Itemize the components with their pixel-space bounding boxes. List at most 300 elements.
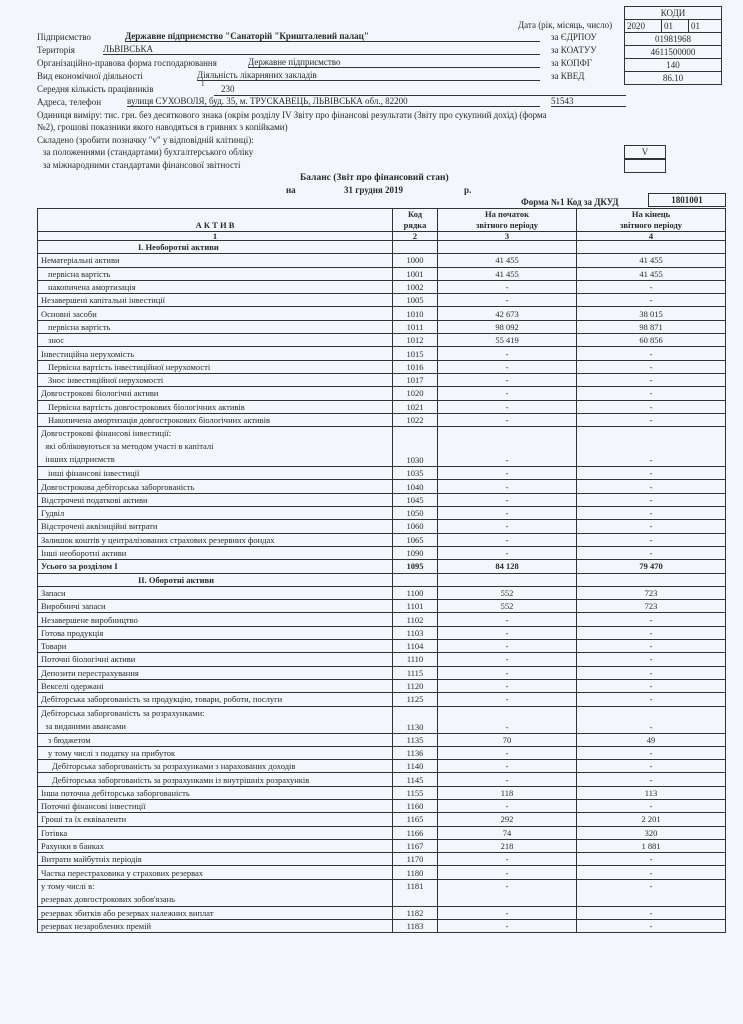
row-label: Незавершені капітальні інвестиції: [38, 294, 393, 307]
table-row: [38, 493, 726, 506]
row-code: 1011: [393, 320, 438, 333]
row-end-value: 723: [577, 600, 726, 613]
row-label: Інша поточна дебіторська заборгованість: [38, 786, 393, 799]
table-row: [38, 799, 726, 812]
table-row: [38, 360, 726, 373]
row-start-value: 42 673: [438, 307, 577, 320]
table-row: [38, 879, 726, 906]
row-start-value: -: [438, 413, 577, 426]
table-row: [38, 294, 726, 307]
table-row: [38, 507, 726, 520]
table-row: [38, 679, 726, 692]
row-start-value: -: [438, 493, 577, 506]
row-code: 1145: [393, 773, 438, 786]
row-label: I. Необоротні активи: [38, 241, 393, 254]
row-end-value: -: [577, 480, 726, 493]
row-start-value: -: [438, 294, 577, 307]
row-end-value: -: [577, 746, 726, 759]
row-start-value: -: [438, 799, 577, 812]
row-label-line: інших підприємств: [41, 454, 115, 465]
row-label: з бюджетом: [38, 733, 393, 746]
date-year: 2020: [625, 20, 662, 32]
employees-marker: 1: [201, 80, 205, 88]
row-code: 1065: [393, 533, 438, 546]
col-num-4: 4: [577, 232, 726, 241]
row-label: Інвестиційна нерухомість: [38, 347, 393, 360]
row-code: 1182: [393, 906, 438, 919]
row-end-value: 1 881: [577, 839, 726, 852]
activity-value: Діяльність лікарняних закладів: [197, 70, 540, 81]
territory-value: ЛЬВІВСЬКА: [103, 44, 540, 55]
row-code: 1103: [393, 626, 438, 639]
row-label: Готова продукція: [38, 626, 393, 639]
row-end-value: -: [577, 360, 726, 373]
enterprise-label: Підприємство: [37, 32, 91, 42]
table-row: [38, 533, 726, 546]
row-code: 1165: [393, 813, 438, 826]
row-code: 1035: [393, 467, 438, 480]
kopfg-label: за КОПФГ: [551, 58, 592, 68]
row-label: Залишок коштів у централізованих страхових резервних фондах: [38, 533, 393, 546]
table-row: [38, 760, 726, 773]
row-end-value: -: [577, 706, 726, 733]
code-edrpou: 01981968: [625, 33, 721, 46]
table-row: [38, 853, 726, 866]
row-end-value: -: [577, 906, 726, 919]
row-code: 1110: [393, 653, 438, 666]
row-label: Інші необоротні активи: [38, 546, 393, 559]
address-label: Адреса, телефон: [37, 97, 102, 107]
row-label: у тому числі з податку на прибуток: [38, 746, 393, 759]
table-row: [38, 706, 726, 733]
unit-note-line2: №2), грошові показники якого наводяться в гривнях з копійками): [37, 122, 288, 132]
row-code: 1100: [393, 586, 438, 599]
date-month: 01: [662, 20, 689, 32]
row-label: Запаси: [38, 586, 393, 599]
row-start-value: -: [438, 920, 577, 933]
row-code: 1115: [393, 666, 438, 679]
row-code: 1120: [393, 679, 438, 692]
row-end-value: -: [577, 626, 726, 639]
row-start-value: -: [438, 520, 577, 533]
code-kopfg: 140: [625, 59, 721, 72]
row-end-value: 320: [577, 826, 726, 839]
table-row: [38, 866, 726, 879]
row-end-value: 113: [577, 786, 726, 799]
row-end-value: -: [577, 507, 726, 520]
row-start-value: -: [438, 387, 577, 400]
row-start-value: -: [438, 879, 577, 906]
col-header-code: Код рядка: [393, 209, 438, 232]
row-label: Нематеріальні активи: [38, 254, 393, 267]
row-code: 1005: [393, 294, 438, 307]
row-start-value: -: [438, 480, 577, 493]
row-end-value: 41 455: [577, 267, 726, 280]
row-end-value: -: [577, 666, 726, 679]
row-code: 1183: [393, 920, 438, 933]
row-label: [38, 427, 393, 467]
row-label: Довгострокові біологічні активи: [38, 387, 393, 400]
row-label-line: у тому числі в:: [41, 880, 95, 891]
row-start-value: 84 128: [438, 560, 577, 573]
row-label-line: Довгострокові фінансові інвестиції:: [41, 428, 172, 439]
row-end-value: -: [577, 546, 726, 559]
row-start-value: -: [438, 760, 577, 773]
row-start-value: -: [438, 347, 577, 360]
row-code: 1155: [393, 786, 438, 799]
row-code: 1000: [393, 254, 438, 267]
table-row: [38, 307, 726, 320]
row-start-value: 41 455: [438, 267, 577, 280]
report-year-suffix: р.: [464, 185, 472, 195]
row-label: Відстрочені податкові активи: [38, 493, 393, 506]
col-header-start: На початок звітного періоду: [438, 209, 577, 232]
row-start-value: 552: [438, 586, 577, 599]
row-start-value: 292: [438, 813, 577, 826]
row-label: Основні засоби: [38, 307, 393, 320]
code-kved: 86.10: [662, 73, 684, 83]
row-start-value: -: [438, 666, 577, 679]
row-label-line: які обліковуються за методом участі в капіталі: [41, 441, 214, 452]
col-num-2: 2: [393, 232, 438, 241]
table-row: [38, 320, 726, 333]
row-code: 1045: [393, 493, 438, 506]
row-label: накопичена амортизація: [38, 280, 393, 293]
legal-form-value: Державне підприємство: [248, 57, 540, 68]
table-row: [38, 520, 726, 533]
row-code: 1130: [393, 706, 438, 733]
table-row: [38, 586, 726, 599]
row-end-value: [577, 241, 726, 254]
form-code: 1801001: [648, 193, 726, 207]
table-row: [38, 826, 726, 839]
row-start-value: 552: [438, 600, 577, 613]
table-row: [38, 387, 726, 400]
row-label-line: Дебіторська заборгованість за розрахунками:: [41, 707, 205, 718]
row-start-value: 70: [438, 733, 577, 746]
row-label: Депозити перестрахування: [38, 666, 393, 679]
row-code: 1010: [393, 307, 438, 320]
row-start-value: -: [438, 373, 577, 386]
row-label: Гудвіл: [38, 507, 393, 520]
row-end-value: -: [577, 679, 726, 692]
table-row: [38, 693, 726, 706]
table-row: [38, 920, 726, 933]
row-start-value: 98 092: [438, 320, 577, 333]
row-end-value: -: [577, 520, 726, 533]
row-end-value: -: [577, 760, 726, 773]
row-code: 1021: [393, 400, 438, 413]
row-end-value: -: [577, 920, 726, 933]
row-start-value: 118: [438, 786, 577, 799]
row-start-value: -: [438, 280, 577, 293]
row-code: 1166: [393, 826, 438, 839]
row-end-value: 38 015: [577, 307, 726, 320]
table-row: [38, 267, 726, 280]
row-start-value: 55 419: [438, 334, 577, 347]
row-label: Рахунки в банках: [38, 839, 393, 852]
row-label: [38, 879, 393, 906]
row-start-value: -: [438, 853, 577, 866]
row-label: резервах збитків або резервах належних виплат: [38, 906, 393, 919]
table-row: [38, 280, 726, 293]
row-end-value: -: [577, 400, 726, 413]
row-code: 1140: [393, 760, 438, 773]
codes-box: [624, 6, 722, 85]
row-end-value: -: [577, 866, 726, 879]
row-start-value: -: [438, 400, 577, 413]
row-start-value: -: [438, 467, 577, 480]
row-code: 1001: [393, 267, 438, 280]
row-start-value: [438, 573, 577, 586]
kved-label: за КВЕД: [551, 71, 585, 81]
row-code: 1050: [393, 507, 438, 520]
row-code: 1020: [393, 387, 438, 400]
row-label: первісна вартість: [38, 267, 393, 280]
row-end-value: 60 856: [577, 334, 726, 347]
row-end-value: -: [577, 493, 726, 506]
row-label: Поточні фінансові інвестиції: [38, 799, 393, 812]
table-row: [38, 839, 726, 852]
report-on-label: на: [286, 185, 296, 195]
row-start-value: 41 455: [438, 254, 577, 267]
row-code: 1102: [393, 613, 438, 626]
date-label: Дата (рік, місяць, число): [518, 20, 613, 30]
row-code: [393, 241, 438, 254]
enterprise-value: Державне підприємство "Санаторій "Кришталевий палац": [125, 31, 540, 42]
row-end-value: -: [577, 533, 726, 546]
row-code: 1016: [393, 360, 438, 373]
row-end-value: -: [577, 347, 726, 360]
address-value: вулиця СУХОВОЛЯ, буд. 35, м. ТРУСКАВЕЦЬ, ЛЬВІВСЬКА обл., 82200: [127, 96, 540, 107]
table-row: [38, 467, 726, 480]
row-code: 1040: [393, 480, 438, 493]
row-label: Гроші та їх еквіваленти: [38, 813, 393, 826]
table-row: [38, 546, 726, 559]
row-start-value: -: [438, 906, 577, 919]
table-row: [38, 400, 726, 413]
row-code: 1135: [393, 733, 438, 746]
employees-label: Середня кількість працівників: [37, 84, 154, 94]
row-code: 1180: [393, 866, 438, 879]
row-label: Усього за розділом I: [38, 560, 393, 573]
row-start-value: -: [438, 653, 577, 666]
row-label: Відстрочені аквізиційні витрати: [38, 520, 393, 533]
balance-table: [37, 208, 726, 933]
table-row: [38, 666, 726, 679]
codes-title: КОДИ: [625, 7, 721, 20]
row-code: 1104: [393, 640, 438, 653]
row-label-line: резервах довгострокових зобов'язань: [41, 893, 175, 904]
row-label: Поточні біологічні активи: [38, 653, 393, 666]
row-code: 1015: [393, 347, 438, 360]
table-row: [38, 626, 726, 639]
col-header-end: На кінець звітного періоду: [577, 209, 726, 232]
unit-note-line1: Одиниця виміру: тис. грн. без десяткового знака (окрім розділу IV Звіту про фінансові результати (Звіту про сукупний дохід) (форма: [37, 110, 547, 120]
table-header-row: [38, 209, 726, 232]
activity-label: Вид економічної діяльності: [37, 71, 143, 81]
col-num-3: 3: [438, 232, 577, 241]
row-code: 1012: [393, 334, 438, 347]
row-code: 1181: [393, 879, 438, 906]
section-row: [38, 241, 726, 254]
report-title: Баланс (Звіт про фінансовий стан): [300, 173, 449, 183]
table-row: [38, 427, 726, 467]
row-label: Знос інвестиційної нерухомості: [38, 373, 393, 386]
row-label: знос: [38, 334, 393, 347]
row-end-value: [577, 573, 726, 586]
row-end-value: -: [577, 693, 726, 706]
row-start-value: -: [438, 679, 577, 692]
territory-label: Територія: [37, 45, 75, 55]
row-label: Первісна вартість довгострокових біологічних активів: [38, 400, 393, 413]
row-label-line: за виданими авансами: [41, 720, 126, 731]
row-end-value: 41 455: [577, 254, 726, 267]
row-end-value: -: [577, 773, 726, 786]
row-label: інші фінансові інвестиції: [38, 467, 393, 480]
row-start-value: -: [438, 626, 577, 639]
row-end-value: -: [577, 879, 726, 906]
table-row: [38, 613, 726, 626]
row-code: 1125: [393, 693, 438, 706]
row-start-value: -: [438, 866, 577, 879]
row-start-value: -: [438, 693, 577, 706]
report-date: 31 грудня 2019: [344, 185, 404, 195]
row-label: Виробничі запаси: [38, 600, 393, 613]
row-label: II. Оборотні активи: [38, 573, 393, 586]
row-start-value: -: [438, 613, 577, 626]
row-start-value: 74: [438, 826, 577, 839]
employees-value: 230: [221, 84, 235, 94]
row-end-value: -: [577, 613, 726, 626]
row-start-value: -: [438, 546, 577, 559]
table-row: [38, 653, 726, 666]
table-row: [38, 480, 726, 493]
row-end-value: -: [577, 640, 726, 653]
row-label: Товари: [38, 640, 393, 653]
row-end-value: -: [577, 413, 726, 426]
option-national-checkbox[interactable]: V: [624, 145, 666, 159]
table-row: [38, 813, 726, 826]
row-end-value: 98 871: [577, 320, 726, 333]
row-label: Накопичена амортизація довгострокових біологічних активів: [38, 413, 393, 426]
row-code: 1095: [393, 560, 438, 573]
edrpou-label: за ЄДРПОУ: [551, 32, 597, 42]
row-start-value: -: [438, 746, 577, 759]
total-row: [38, 560, 726, 573]
row-end-value: 79 470: [577, 560, 726, 573]
table-row: [38, 733, 726, 746]
col-header-assets: А К Т И В: [38, 209, 393, 232]
row-label: Довгострокова дебіторська заборгованість: [38, 480, 393, 493]
row-end-value: 723: [577, 586, 726, 599]
row-label: Векселі одержані: [38, 679, 393, 692]
row-code: 1160: [393, 799, 438, 812]
table-row: [38, 373, 726, 386]
form-label: Форма №1 Код за ДКУД: [521, 197, 619, 207]
table-row: [38, 413, 726, 426]
date-day: 01: [691, 21, 700, 31]
row-end-value: -: [577, 467, 726, 480]
row-end-value: -: [577, 853, 726, 866]
option-ifrs-checkbox[interactable]: [624, 159, 666, 173]
row-label: Дебіторська заборгованість за продукцію, товари, роботи, послуги: [38, 693, 393, 706]
date-codes: [625, 20, 721, 33]
phone-value: 51543: [551, 96, 626, 107]
row-end-value: -: [577, 387, 726, 400]
option-ifrs-label: за міжнародними стандартами фінансової звітності: [43, 160, 241, 170]
row-code: 1017: [393, 373, 438, 386]
row-label: резервах незароблених премій: [38, 920, 393, 933]
row-code: 1167: [393, 839, 438, 852]
row-end-value: -: [577, 373, 726, 386]
row-label: первісна вартість: [38, 320, 393, 333]
row-code: [393, 573, 438, 586]
table-row: [38, 640, 726, 653]
table-row: [38, 746, 726, 759]
row-start-value: -: [438, 773, 577, 786]
row-end-value: -: [577, 799, 726, 812]
row-code: 1170: [393, 853, 438, 866]
table-colnum-row: [38, 232, 726, 241]
code-koatuu: 4611500000: [625, 46, 721, 59]
row-label: Готівка: [38, 826, 393, 839]
row-code: 1101: [393, 600, 438, 613]
row-code: 1090: [393, 546, 438, 559]
table-row: [38, 906, 726, 919]
row-start-value: -: [438, 507, 577, 520]
row-start-value: -: [438, 427, 577, 467]
row-start-value: -: [438, 360, 577, 373]
row-end-value: 2 201: [577, 813, 726, 826]
row-start-value: -: [438, 533, 577, 546]
row-label: Витрати майбутніх періодів: [38, 853, 393, 866]
table-row: [38, 347, 726, 360]
col-num-1: 1: [38, 232, 393, 241]
row-start-value: 218: [438, 839, 577, 852]
row-end-value: -: [577, 294, 726, 307]
row-start-value: -: [438, 640, 577, 653]
row-label: Частка перестраховика у страхових резервах: [38, 866, 393, 879]
row-start-value: -: [438, 706, 577, 733]
row-label: Первісна вартість інвестиційної нерухомості: [38, 360, 393, 373]
compiled-label: Складено (зробити позначку "v" у відповідній клітинці):: [37, 135, 254, 145]
row-code: 1030: [393, 427, 438, 467]
row-code: 1060: [393, 520, 438, 533]
table-row: [38, 600, 726, 613]
option-national-label: за положеннями (стандартами) бухгалтерського обліку: [43, 147, 254, 157]
row-end-value: -: [577, 280, 726, 293]
row-end-value: -: [577, 427, 726, 467]
legal-form-label: Організаційно-правова форма господарювання: [37, 58, 217, 68]
row-code: 1136: [393, 746, 438, 759]
section-row: [38, 573, 726, 586]
koatuu-label: за КОАТУУ: [551, 45, 597, 55]
row-end-value: 49: [577, 733, 726, 746]
table-row: [38, 254, 726, 267]
row-label: Незавершене виробництво: [38, 613, 393, 626]
row-label: Дебіторська заборгованість за розрахунками із внутрішніх розрахунків: [38, 773, 393, 786]
row-end-value: -: [577, 653, 726, 666]
row-label: [38, 706, 393, 733]
row-code: 1002: [393, 280, 438, 293]
table-row: [38, 334, 726, 347]
row-start-value: [438, 241, 577, 254]
row-label: Дебіторська заборгованість за розрахунками з нарахованих доходів: [38, 760, 393, 773]
table-row: [38, 773, 726, 786]
table-row: [38, 786, 726, 799]
row-code: 1022: [393, 413, 438, 426]
